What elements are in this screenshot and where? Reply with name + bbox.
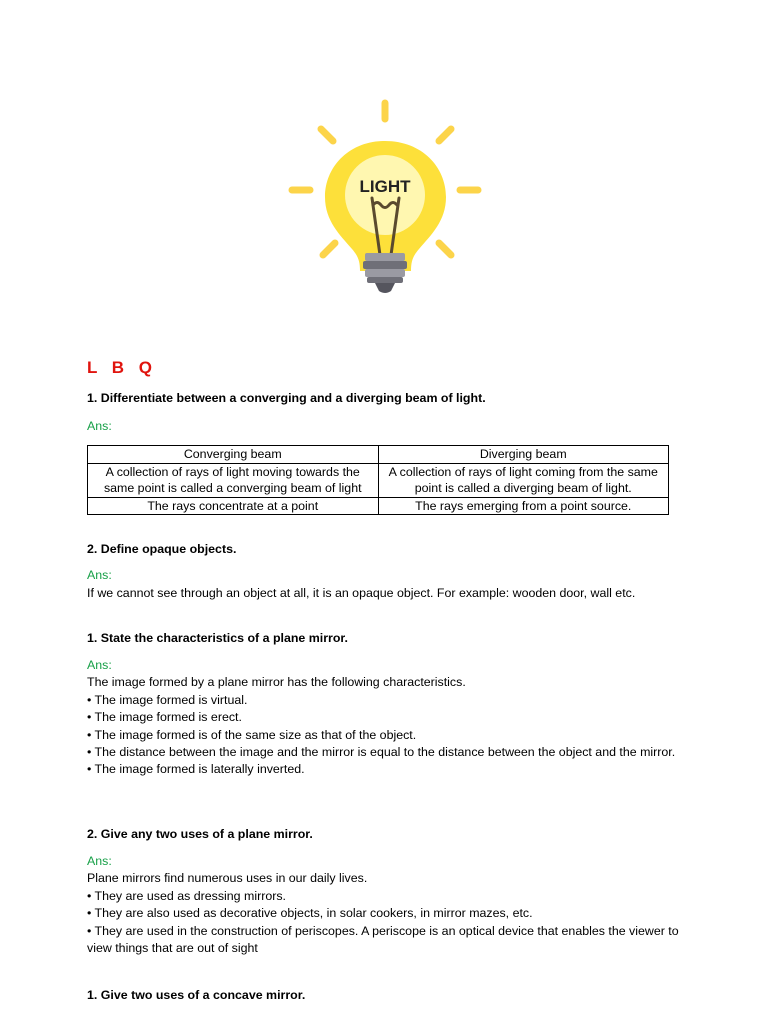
- section-heading: L B Q: [87, 358, 158, 377]
- answer-3: [87, 657, 687, 779]
- question-3: 1. State the characteristics of a plane mirror.: [87, 631, 348, 645]
- comparison-table: [87, 445, 669, 515]
- table-header-cell: Diverging beam: [378, 446, 669, 464]
- answer-label-4: Ans:: [87, 854, 112, 868]
- list-item: • The distance between the image and the mirror is equal to the distance between the object and the mirror.: [87, 745, 676, 760]
- table-cell: A collection of rays of light coming from the same point is called a diverging beam of light.: [378, 463, 669, 497]
- answer-3-intro: The image formed by a plane mirror has the following characteristics.: [87, 675, 466, 690]
- list-item: • The image formed is laterally inverted.: [87, 762, 305, 777]
- question-5: 1. Give two uses of a concave mirror.: [87, 988, 306, 1002]
- question-2: 2. Define opaque objects.: [87, 542, 237, 556]
- table-cell: The rays concentrate at a point: [88, 497, 379, 515]
- list-item: • They are used as dressing mirrors.: [87, 888, 286, 903]
- bulb-label: LIGHT: [359, 177, 411, 196]
- answer-4-intro: Plane mirrors find numerous uses in our daily lives.: [87, 871, 368, 886]
- bulb-base: [363, 253, 407, 293]
- list-item: • They are used in the construction of periscopes. A periscope is an optical device that enables the viewer to view things that are out of sight: [87, 923, 679, 956]
- question-1: 1. Differentiate between a converging and a diverging beam of light.: [87, 391, 486, 405]
- table-header-cell: Converging beam: [88, 446, 379, 464]
- list-item: • The image formed is virtual.: [87, 692, 248, 707]
- list-item: • They are also used as decorative objects, in solar cookers, in mirror mazes, etc.: [87, 906, 533, 921]
- light-bulb-illustration: [283, 95, 493, 300]
- table-row: [88, 497, 669, 515]
- table-row: [88, 463, 669, 497]
- answer-label-2: Ans:: [87, 568, 112, 582]
- answer-label-3: Ans:: [87, 658, 112, 672]
- list-item: • The image formed is of the same size as that of the object.: [87, 727, 417, 742]
- table-cell: The rays emerging from a point source.: [378, 497, 669, 515]
- list-item: • The image formed is erect.: [87, 710, 242, 725]
- answer-label-1: Ans:: [87, 419, 112, 433]
- answer-4: [87, 853, 687, 957]
- table-cell: A collection of rays of light moving towards the same point is called a converging beam of light: [88, 463, 379, 497]
- table-header-row: [88, 446, 669, 464]
- answer-2-text: If we cannot see through an object at all, it is an opaque object. For example: wooden door, wall etc.: [87, 586, 636, 600]
- question-4: 2. Give any two uses of a plane mirror.: [87, 827, 313, 841]
